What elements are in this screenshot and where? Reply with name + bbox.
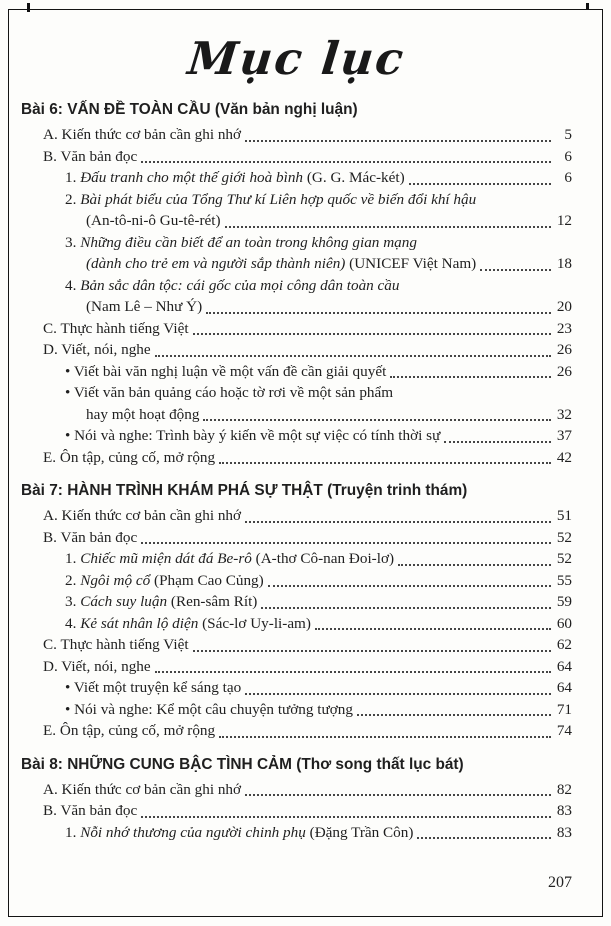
toc-entry-text: E. Ôn tập, củng cố, mở rộng (43, 722, 216, 739)
toc-entry-page: 42 (556, 448, 572, 466)
toc-entry-page: 26 (556, 341, 572, 358)
toc-entry-text: A. Kiến thức cơ bản cần ghi nhớ (43, 507, 242, 524)
dot-leader (141, 542, 551, 544)
toc-entry (21, 570, 572, 592)
toc-entry-page: 23 (556, 319, 572, 337)
toc-entry (21, 720, 572, 742)
toc-entry-text: • Nói và nghe: Trình bày ý kiến về một sự việc có tính thời sự (65, 427, 441, 444)
toc-entry-text: 1. Chiếc mũ miện dát đá Be-rô (A-thơ Cô-nan Đoi-lơ) (65, 550, 395, 567)
toc-entry (21, 210, 572, 232)
toc-entry (21, 822, 572, 844)
toc-entry (21, 382, 572, 404)
toc-entry-page: 83 (556, 823, 572, 841)
dot-leader (480, 269, 551, 271)
dot-leader (219, 736, 551, 738)
toc-entry-page: 37 (556, 427, 572, 444)
dot-leader (390, 376, 551, 378)
toc-entry (21, 275, 572, 297)
toc-entry (21, 447, 572, 469)
toc-section-heading (21, 99, 572, 121)
toc-entry (21, 634, 572, 656)
section-title: NHỮNG CUNG BẬC TÌNH CẢM (67, 755, 297, 773)
toc-entry (21, 339, 572, 361)
toc-entry (21, 527, 572, 549)
toc-entry-page: 52 (556, 528, 572, 546)
dot-leader (398, 564, 551, 566)
toc-entry (21, 779, 572, 801)
section-label: Bài 6: (21, 101, 68, 118)
dot-leader (141, 161, 551, 163)
toc-entry (21, 146, 572, 168)
toc-entry (21, 699, 572, 721)
dot-leader (225, 226, 551, 228)
toc-entry-page: 83 (556, 802, 572, 819)
toc-entry-page: 62 (556, 636, 572, 653)
toc-entry-page: 55 (556, 571, 572, 589)
toc-entry (21, 656, 572, 678)
toc-entry-page: 26 (556, 362, 572, 380)
dot-leader (206, 312, 551, 314)
toc-entry-text: D. Viết, nói, nghe (43, 341, 151, 358)
toc-entry-text: • Viết văn bản quảng cáo hoặc tờ rơi về một sản phẩm (65, 384, 394, 401)
toc-entry (21, 677, 572, 699)
dot-leader (268, 585, 551, 587)
dot-leader (417, 837, 551, 839)
toc-entry-text: D. Viết, nói, nghe (43, 657, 151, 675)
toc-entry-page: 64 (556, 657, 572, 675)
toc-entry-page: 59 (556, 593, 572, 610)
toc-entry-text: 4. Kẻ sát nhân lộ diện (Sác-lơ Uy-li-am) (65, 614, 311, 632)
section-label: Bài 7: (21, 482, 68, 499)
toc-entry (21, 318, 572, 340)
toc-entry-text: B. Văn bản đọc (43, 528, 138, 546)
toc-entry (21, 800, 572, 822)
toc-entry (21, 296, 572, 318)
toc-entry-page: 32 (556, 405, 572, 423)
dot-leader (219, 462, 551, 464)
toc-entry-text: • Nói và nghe: Kể một câu chuyện tưởng tượng (65, 700, 353, 718)
toc-entry-page: 52 (556, 550, 572, 567)
toc-entry-text: 2. Ngôi mộ cổ (Phạm Cao Củng) (65, 571, 264, 589)
dot-leader (193, 650, 551, 652)
toc-entry-page: 12 (556, 212, 572, 229)
dot-leader (245, 140, 551, 142)
toc-section-heading (21, 754, 572, 776)
section-title: HÀNH TRÌNH KHÁM PHÁ SỰ THẬT (67, 482, 328, 499)
toc-entry-page: 6 (564, 147, 572, 165)
toc-entry-page: 20 (556, 298, 572, 315)
dot-leader (357, 714, 551, 716)
toc-entry-page: 6 (564, 169, 572, 186)
dot-leader (141, 816, 551, 818)
toc-entry (21, 124, 572, 146)
toc-entry-text: 3. Cách suy luận (Ren-sâm Rít) (65, 593, 258, 610)
toc-entry-page: 60 (556, 614, 572, 632)
toc-entry-text: • Viết bài văn nghị luận về một vấn đề cần giải quyết (65, 362, 387, 380)
toc-entry (21, 591, 572, 613)
dot-leader (315, 628, 551, 630)
toc-entry-page: 64 (556, 679, 572, 696)
dot-leader (245, 521, 551, 523)
toc-entry (21, 404, 572, 426)
dot-leader (261, 607, 551, 609)
toc-entry (21, 189, 572, 211)
toc-entry-page: 5 (564, 126, 572, 143)
toc-entry-page: 18 (556, 255, 572, 272)
toc-entry (21, 232, 572, 254)
toc-entry (21, 253, 572, 275)
section-subtitle: (Truyện trinh thám) (327, 482, 468, 499)
dot-leader (155, 355, 551, 357)
toc-entry-text: (An-tô-ni-ô Gu-tê-rét) (86, 212, 221, 229)
dot-leader (203, 419, 551, 421)
toc-entry-text: (dành cho trẻ em và người sắp thành niên) (UNICEF Việt Nam) (86, 255, 477, 272)
dot-leader (409, 183, 551, 185)
dot-leader (245, 794, 551, 796)
toc-entry-text: 2. Bài phát biểu của Tổng Thư kí Liên hợp quốc về biến đổi khí hậu (65, 190, 477, 208)
toc-entry-text: hay một hoạt động (86, 405, 200, 423)
toc-entry-text: A. Kiến thức cơ bản cần ghi nhớ (43, 126, 242, 143)
toc-entry-page: 74 (556, 722, 572, 739)
toc-entry-text: 1. Nỗi nhớ thương của người chinh phụ (Đặng Trần Côn) (65, 823, 414, 841)
toc-entry-page: 71 (556, 700, 572, 718)
toc-entry (21, 361, 572, 383)
toc-entry-text: E. Ôn tập, củng cố, mở rộng (43, 448, 216, 466)
section-subtitle: (Thơ song thất lục bát) (296, 755, 464, 773)
page-border-frame (8, 9, 603, 917)
toc-entry-text: C. Thực hành tiếng Việt (43, 636, 189, 653)
toc-entry-text: (Nam Lê – Như Ý) (86, 298, 203, 315)
table-of-contents (21, 99, 572, 843)
toc-entry-text: 4. Bản sắc dân tộc: cái gốc của mọi công dân toàn cầu (65, 276, 400, 294)
dot-leader (193, 333, 551, 335)
page-number: 207 (548, 874, 572, 891)
toc-entry-text: A. Kiến thức cơ bản cần ghi nhớ (43, 780, 242, 798)
toc-entry-text: • Viết một truyện kể sáng tạo (65, 679, 242, 696)
dot-leader (155, 671, 551, 673)
toc-entry-text: C. Thực hành tiếng Việt (43, 319, 189, 337)
toc-entry-text: B. Văn bản đọc (43, 147, 138, 165)
page-title: Mục lục (185, 32, 408, 85)
toc-entry (21, 425, 572, 447)
dot-leader (444, 441, 551, 443)
toc-entry (21, 167, 572, 189)
section-subtitle: (Văn bản nghị luận) (214, 101, 358, 118)
toc-entry-page: 82 (556, 780, 572, 798)
dot-leader (245, 693, 551, 695)
toc-entry (21, 613, 572, 635)
section-label: Bài 8: (21, 755, 68, 773)
toc-entry (21, 548, 572, 570)
toc-entry-text: 3. Những điều cần biết để an toàn trong không gian mạng (65, 233, 417, 251)
section-title: VẤN ĐỀ TOÀN CẦU (67, 101, 215, 118)
toc-entry-page: 51 (556, 507, 572, 524)
toc-entry-text: 1. Đấu tranh cho một thế giới hoà bình (G. G. Mác-két) (65, 169, 405, 186)
toc-entry-text: B. Văn bản đọc (43, 802, 138, 819)
toc-section-heading (21, 480, 572, 502)
toc-entry (21, 505, 572, 527)
